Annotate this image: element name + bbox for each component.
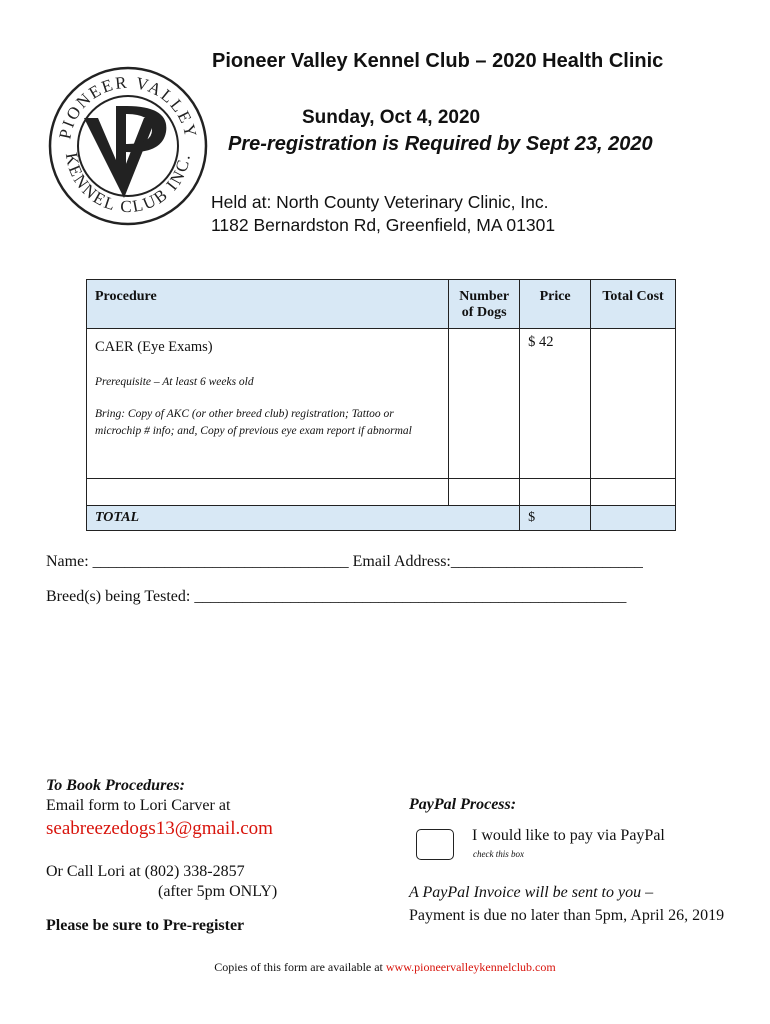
procedure-prerequisite: Prerequisite – At least 6 weeks old	[95, 376, 254, 388]
booking-phone-hours: (after 5pm ONLY)	[158, 883, 278, 900]
header-total-cost: Total Cost	[591, 280, 676, 329]
paypal-checkbox-hint: check this box	[473, 849, 524, 859]
booking-email-instruction: Email form to Lori Carver at	[46, 797, 231, 814]
price-cell: $ 42	[520, 329, 591, 479]
header-number-of-dogs: Number of Dogs	[449, 280, 520, 329]
paypal-title: PayPal Process:	[409, 796, 517, 813]
total-label: TOTAL	[87, 506, 520, 531]
breed-field-line[interactable]: Breed(s) being Tested: ______________________________________________________	[46, 588, 627, 605]
table-total-row	[87, 506, 676, 531]
preregistration-deadline: Pre-registration is Required by Sept 23, 2020	[228, 133, 653, 155]
paypal-checkbox[interactable]	[416, 829, 454, 860]
table-row-empty	[87, 479, 676, 506]
total-cost-sum-cell[interactable]	[591, 506, 676, 531]
table-header-row	[87, 280, 676, 329]
paypal-option-label: I would like to pay via PayPal	[472, 827, 665, 844]
venue-address: 1182 Bernardston Rd, Greenfield, MA 01301	[211, 215, 556, 235]
procedure-bring-note: Bring: Copy of AKC (or other breed club) registration; Tattoo or microchip # info; and, Copy of previous eye exam report if abnormal	[95, 408, 412, 437]
table-row	[87, 329, 676, 479]
procedure-cell	[87, 329, 449, 479]
contact-email-link[interactable]: seabreezedogs13@gmail.com	[46, 818, 273, 839]
booking-title: To Book Procedures:	[46, 777, 185, 794]
club-logo-seal	[48, 62, 208, 230]
logo-top-text: PIONEER VALLEY	[55, 72, 201, 141]
empty-cell	[87, 479, 449, 506]
footer-text: Copies of this form are available at	[214, 960, 386, 974]
procedure-name: CAER (Eye Exams)	[95, 339, 213, 355]
empty-cell[interactable]	[591, 479, 676, 506]
header-procedure: Procedure	[87, 280, 449, 329]
website-link[interactable]: www.pioneervalleykennelclub.com	[385, 960, 556, 974]
number-of-dogs-cell[interactable]	[449, 329, 520, 479]
empty-cell[interactable]	[449, 479, 520, 506]
footer	[0, 960, 770, 975]
preregister-reminder: Please be sure to Pre-register	[46, 917, 245, 934]
procedure-table	[86, 279, 676, 531]
header-price: Price	[520, 280, 591, 329]
empty-cell	[520, 479, 591, 506]
event-date: Sunday, Oct 4, 2020	[302, 107, 481, 128]
total-cost-cell[interactable]	[591, 329, 676, 479]
total-price-cell: $	[520, 506, 591, 531]
booking-phone: Or Call Lori at (802) 338-2857	[46, 863, 245, 880]
logo-bottom-text: KENNEL CLUB INC.	[61, 151, 194, 217]
paypal-payment-due: Payment is due no later than 5pm, April 26, 2019	[409, 907, 725, 924]
name-email-field-line[interactable]: Name: ________________________________ Email Address:________________________	[46, 553, 643, 570]
page-title: Pioneer Valley Kennel Club – 2020 Health Clinic	[212, 50, 664, 72]
paypal-invoice-note: A PayPal Invoice will be sent to you –	[409, 884, 654, 901]
venue-name: Held at: North County Veterinary Clinic, Inc.	[211, 192, 549, 212]
